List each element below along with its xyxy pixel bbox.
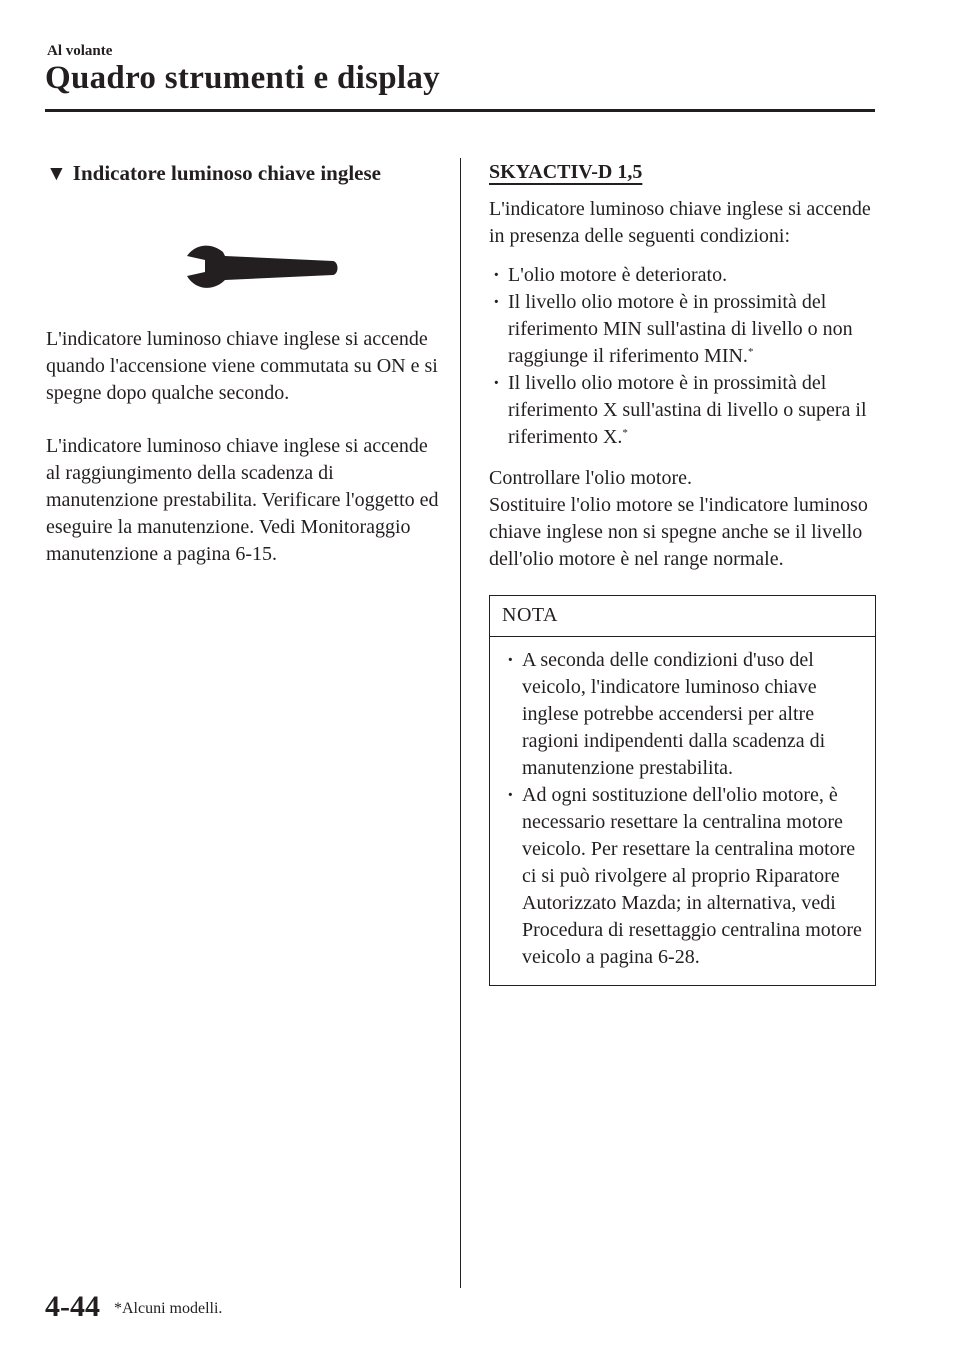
left-column	[46, 155, 441, 594]
engine-subheading: SKYACTIV-D 1,5	[489, 161, 643, 183]
column-divider	[460, 158, 461, 1288]
section-marker: ▼	[46, 161, 67, 185]
section-heading-text: Indicatore luminoso chiave inglese	[72, 161, 381, 185]
wrench-icon-area	[46, 186, 441, 326]
note-title: NOTA	[490, 596, 875, 637]
intro-paragraph: L'indicatore luminoso chiave inglese si accende in presenza delle seguenti condizioni:	[489, 198, 871, 247]
page-title: Quadro strumenti e display	[45, 60, 440, 96]
list-item: · A seconda delle condizioni d'uso del veicolo, l'indicatore luminoso chiave inglese potrebbe accendersi per altre ragioni indipendenti dalla scadenza di manutenzione prestabilita.	[503, 647, 865, 782]
conditions-list	[489, 262, 875, 451]
note-box	[489, 595, 876, 986]
footnote-marker: *	[747, 346, 754, 358]
footnote: *Alcuni modelli.	[114, 1300, 223, 1317]
replace-paragraph: Sostituire l'olio motore se l'indicatore luminoso chiave inglese non si spegne anche se il livello dell'olio motore è nel range normale.	[489, 494, 868, 570]
header-rule	[45, 109, 875, 112]
page-number: 4-44	[45, 1290, 100, 1323]
check-paragraph: Controllare l'olio motore.	[489, 467, 693, 489]
footnote-marker: *	[622, 427, 628, 439]
list-item: · Il livello olio motore è in prossimità del riferimento MIN sull'astina di livello o non raggiunge il riferimento MIN.*	[489, 289, 875, 370]
right-column	[489, 155, 875, 986]
list-item: · Ad ogni sostituzione dell'olio motore, è necessario resettare la centralina motore veicolo. Per resettare la centralina motore ci si può rivolgere al proprio Riparatore Autorizzato Mazda; in alternativa, vedi Procedura di resettaggio centralina motore veicolo a pagina 6-28.	[503, 782, 865, 971]
note-list	[503, 647, 865, 971]
list-item: · L'olio motore è deteriorato.	[489, 262, 875, 289]
chapter-label: Al volante	[47, 43, 113, 59]
paragraph: L'indicatore luminoso chiave inglese si accende al raggiungimento della scadenza di manutenzione prestabilita. Verificare l'oggetto ed eseguire la manutenzione. Vedi Monitoraggio manutenzione a pagina 6-15.	[46, 435, 439, 565]
wrench-icon	[183, 238, 339, 298]
section-heading	[46, 161, 441, 186]
list-item: · Il livello olio motore è in prossimità del riferimento X sull'astina di livello o supera il riferimento X.*	[489, 370, 875, 451]
paragraph: L'indicatore luminoso chiave inglese si accende quando l'accensione viene commutata su ON e si spegne dopo qualche secondo.	[46, 328, 438, 404]
